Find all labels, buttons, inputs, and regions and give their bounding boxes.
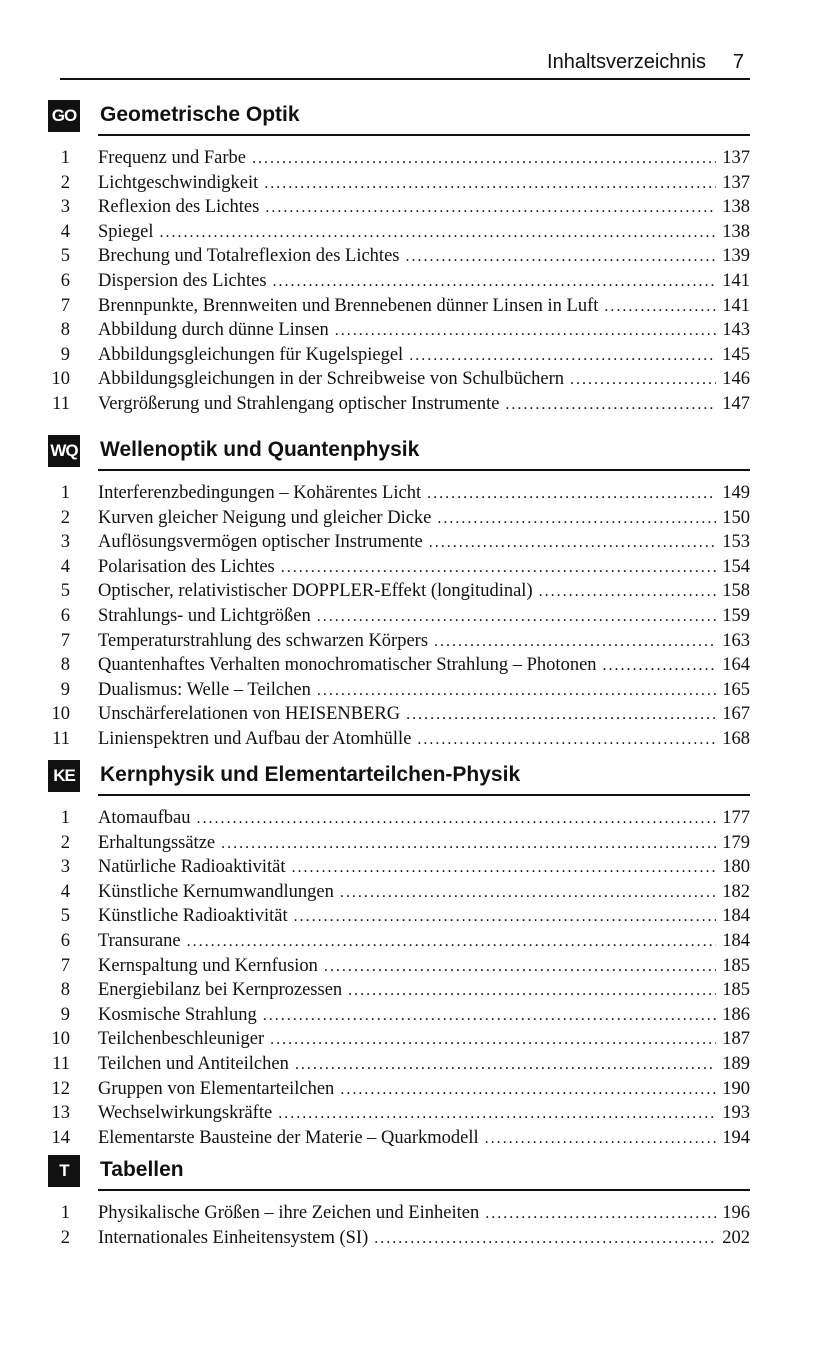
entry-number: 2 — [60, 172, 70, 193]
entry-title: Auflösungsvermögen optischer Instrumente — [98, 532, 423, 553]
leader-dots — [604, 295, 716, 319]
toc-entry[interactable] — [42, 1077, 750, 1102]
entry-number: 11 — [52, 728, 70, 749]
entry-title: Vergrößerung und Strahlengang optischer Instrumente — [98, 393, 500, 414]
section-header — [42, 760, 750, 800]
entry-title: Dispersion des Lichtes — [98, 270, 267, 291]
leader-dots — [252, 147, 716, 171]
toc-entry[interactable] — [42, 244, 750, 269]
entry-page: 196 — [722, 1203, 750, 1223]
leader-dots — [273, 270, 717, 294]
entry-title: Abbildung durch dünne Linsen — [98, 320, 329, 341]
entry-page: 146 — [722, 369, 750, 390]
leader-dots — [317, 605, 717, 629]
leader-dots — [429, 531, 717, 555]
entry-list — [42, 146, 750, 417]
entry-title: Gruppen von Elementarteilchen — [98, 1078, 335, 1099]
leader-dots — [335, 319, 717, 343]
section-header — [42, 1155, 750, 1195]
entry-title: Abbildungsgleichungen in der Schreibweise von Schulbüchern — [98, 369, 564, 390]
leader-dots — [221, 832, 716, 856]
entry-page: 179 — [722, 832, 750, 853]
entry-number: 2 — [60, 1227, 70, 1248]
entry-title: Teilchenbeschleuniger — [98, 1029, 265, 1050]
section-title: Tabellen — [100, 1158, 184, 1181]
entry-number: 7 — [60, 295, 70, 316]
toc-entry[interactable] — [42, 1003, 750, 1028]
leader-dots — [263, 1004, 716, 1028]
toc-entry[interactable] — [42, 954, 750, 979]
entry-page: 147 — [722, 393, 750, 414]
entry-number: 13 — [51, 1103, 70, 1124]
entry-number: 10 — [51, 369, 70, 390]
entry-title: Künstliche Radioaktivität — [98, 906, 288, 927]
entry-page: 184 — [722, 930, 750, 951]
entry-number: 5 — [60, 246, 70, 267]
entry-title: Energiebilanz bei Kernprozessen — [98, 980, 343, 1001]
entry-page: 149 — [722, 483, 750, 503]
running-head-title: Inhaltsverzeichnis — [547, 51, 706, 73]
toc-entry[interactable] — [42, 343, 750, 368]
entry-page: 143 — [722, 320, 750, 341]
entry-title: Abbildungsgleichungen für Kugelspiegel — [98, 344, 404, 365]
toc-entry[interactable] — [42, 1126, 750, 1151]
entry-page: 153 — [722, 532, 750, 553]
entry-number: 11 — [52, 393, 70, 414]
entry-number: 10 — [51, 704, 70, 725]
entry-title: Interferenzbedingungen – Kohärentes Licht — [98, 483, 422, 503]
entry-number: 5 — [60, 906, 70, 927]
leader-dots — [292, 856, 717, 880]
entry-number: 10 — [51, 1029, 70, 1050]
toc-entry[interactable] — [42, 806, 750, 831]
leader-dots — [405, 245, 716, 269]
entry-page: 165 — [722, 679, 750, 700]
entry-number: 1 — [60, 483, 70, 503]
entry-title: Frequenz und Farbe — [98, 148, 246, 168]
entry-page: 168 — [722, 728, 750, 749]
entry-number: 11 — [52, 1053, 70, 1074]
entry-page: 194 — [722, 1127, 750, 1148]
leader-dots — [409, 344, 716, 368]
entry-title: Spiegel — [98, 221, 154, 242]
leader-dots — [294, 905, 717, 929]
leader-dots — [417, 728, 716, 752]
toc-entry[interactable] — [42, 506, 750, 531]
entry-number: 14 — [51, 1127, 70, 1148]
section-rule — [98, 134, 750, 136]
section-rule — [98, 469, 750, 471]
entry-number: 8 — [60, 655, 70, 676]
toc-entry[interactable] — [42, 855, 750, 880]
toc-section — [42, 435, 750, 752]
entry-title: Unschärferelationen von HEISENBERG — [98, 704, 401, 725]
leader-dots — [570, 368, 716, 392]
toc-section — [42, 1155, 750, 1250]
entry-title: Brechung und Totalreflexion des Lichtes — [98, 246, 400, 267]
entry-title: Transurane — [98, 930, 181, 951]
entry-number: 5 — [60, 581, 70, 602]
entry-title: Polarisation des Lichtes — [98, 556, 275, 577]
toc-entry[interactable] — [42, 653, 750, 678]
entry-title: Künstliche Kernumwandlungen — [98, 881, 334, 902]
section-title: Geometrische Optik — [100, 103, 300, 126]
toc-entry[interactable] — [42, 1027, 750, 1052]
entry-page: 189 — [722, 1053, 750, 1074]
toc-entry[interactable] — [42, 1101, 750, 1126]
toc-entry[interactable] — [42, 929, 750, 954]
toc-entry[interactable] — [42, 880, 750, 905]
leader-dots — [485, 1202, 716, 1226]
entry-page: 145 — [722, 344, 750, 365]
entry-list — [42, 806, 750, 1150]
leader-dots — [427, 482, 716, 506]
entry-page: 184 — [722, 906, 750, 927]
leader-dots — [485, 1127, 717, 1151]
entry-number: 7 — [60, 955, 70, 976]
entry-page: 193 — [722, 1103, 750, 1124]
toc-entry[interactable] — [42, 678, 750, 703]
entry-title: Internationales Einheitensystem (SI) — [98, 1227, 369, 1248]
toc-entry[interactable] — [42, 604, 750, 629]
entry-number: 2 — [60, 507, 70, 528]
leader-dots — [281, 556, 717, 580]
entry-page: 187 — [722, 1029, 750, 1050]
entry-page: 137 — [722, 148, 750, 168]
entry-list — [42, 481, 750, 752]
leader-dots — [278, 1102, 716, 1126]
toc-entry[interactable] — [42, 555, 750, 580]
entry-title: Lichtgeschwindigkeit — [98, 172, 259, 193]
entry-page: 177 — [722, 808, 750, 828]
toc-entry[interactable] — [42, 727, 750, 752]
toc-entry[interactable] — [42, 1201, 750, 1226]
toc-entry[interactable] — [42, 146, 750, 171]
section-header — [42, 100, 750, 140]
leader-dots — [603, 654, 717, 678]
leader-dots — [340, 1078, 716, 1102]
entry-title: Strahlungs- und Lichtgrößen — [98, 605, 311, 626]
entry-title: Natürliche Radioaktivität — [98, 857, 286, 878]
page-header — [60, 50, 750, 80]
entry-page: 180 — [722, 857, 750, 878]
entry-page: 190 — [722, 1078, 750, 1099]
entry-page: 164 — [722, 655, 750, 676]
entry-page: 167 — [722, 704, 750, 725]
entry-page: 137 — [722, 172, 750, 193]
entry-number: 3 — [60, 857, 70, 878]
entry-title: Elementarste Bausteine der Materie – Quarkmodell — [98, 1127, 479, 1148]
toc-section — [42, 100, 750, 417]
entry-page: 139 — [722, 246, 750, 267]
entry-page: 186 — [722, 1004, 750, 1025]
entry-page: 202 — [722, 1227, 750, 1248]
section-badge: KE — [48, 760, 80, 792]
entry-number: 1 — [60, 1203, 70, 1223]
section-rule — [98, 1189, 750, 1191]
leader-dots — [348, 979, 716, 1003]
toc-entry[interactable] — [42, 629, 750, 654]
entry-number: 12 — [51, 1078, 70, 1099]
leader-dots — [160, 221, 717, 245]
toc-entry[interactable] — [42, 904, 750, 929]
entry-page: 150 — [722, 507, 750, 528]
leader-dots — [539, 580, 717, 604]
entry-number: 3 — [60, 532, 70, 553]
entry-list — [42, 1201, 750, 1250]
entry-number: 3 — [60, 197, 70, 218]
entry-title: Physikalische Größen – ihre Zeichen und Einheiten — [98, 1203, 480, 1223]
toc-entry[interactable] — [42, 978, 750, 1003]
entry-title: Teilchen und Antiteilchen — [98, 1053, 289, 1074]
leader-dots — [340, 881, 716, 905]
entry-number: 9 — [60, 679, 70, 700]
section-badge: GO — [48, 100, 80, 132]
entry-page: 159 — [722, 605, 750, 626]
toc-entry[interactable] — [42, 392, 750, 417]
leader-dots — [317, 679, 716, 703]
leader-dots — [270, 1028, 716, 1052]
toc-entry[interactable] — [42, 318, 750, 343]
entry-number: 4 — [60, 556, 70, 577]
leader-dots — [505, 393, 716, 417]
entry-title: Dualismus: Welle – Teilchen — [98, 679, 311, 700]
toc-entry[interactable] — [42, 1226, 750, 1251]
entry-title: Optischer, relativistischer DOPPLER-Effekt (longitudinal) — [98, 581, 533, 602]
toc-entry[interactable] — [42, 579, 750, 604]
entry-number: 8 — [60, 320, 70, 341]
entry-number: 9 — [60, 1004, 70, 1025]
entry-number: 1 — [60, 808, 70, 828]
leader-dots — [264, 172, 716, 196]
entry-title: Linienspektren und Aufbau der Atomhülle — [98, 728, 412, 749]
entry-title: Kernspaltung und Kernfusion — [98, 955, 318, 976]
entry-title: Kurven gleicher Neigung und gleicher Dicke — [98, 507, 432, 528]
entry-page: 141 — [722, 295, 750, 316]
entry-page: 138 — [722, 221, 750, 242]
entry-number: 4 — [60, 881, 70, 902]
toc-entry[interactable] — [42, 269, 750, 294]
entry-title: Quantenhaftes Verhalten monochromatischer Strahlung – Photonen — [98, 655, 597, 676]
leader-dots — [324, 955, 716, 979]
leader-dots — [196, 807, 716, 831]
toc-entry[interactable] — [42, 702, 750, 727]
entry-title: Reflexion des Lichtes — [98, 197, 260, 218]
entry-number: 1 — [60, 148, 70, 168]
toc-entry[interactable] — [42, 294, 750, 319]
entry-title: Kosmische Strahlung — [98, 1004, 257, 1025]
section-rule — [98, 794, 750, 796]
entry-page: 185 — [722, 955, 750, 976]
toc-entry[interactable] — [42, 1052, 750, 1077]
entry-page: 163 — [722, 630, 750, 651]
leader-dots — [187, 930, 717, 954]
entry-title: Erhaltungssätze — [98, 832, 216, 853]
entry-number: 2 — [60, 832, 70, 853]
leader-dots — [437, 507, 716, 531]
toc-entry[interactable] — [42, 171, 750, 196]
entry-title: Atomaufbau — [98, 808, 191, 828]
leader-dots — [374, 1227, 716, 1251]
entry-page: 138 — [722, 197, 750, 218]
entry-number: 4 — [60, 221, 70, 242]
entry-number: 6 — [60, 930, 70, 951]
toc-entry[interactable] — [42, 481, 750, 506]
toc-section — [42, 760, 750, 1150]
leader-dots — [265, 196, 716, 220]
toc-entry[interactable] — [42, 530, 750, 555]
entry-page: 158 — [722, 581, 750, 602]
entry-number: 6 — [60, 270, 70, 291]
entry-page: 185 — [722, 980, 750, 1001]
entry-title: Brennpunkte, Brennweiten und Brennebenen dünner Linsen in Luft — [98, 295, 599, 316]
entry-page: 182 — [722, 881, 750, 902]
leader-dots — [295, 1053, 716, 1077]
entry-page: 141 — [722, 270, 750, 291]
section-badge: WQ — [48, 435, 80, 467]
leader-dots — [434, 630, 716, 654]
toc-entry[interactable] — [42, 195, 750, 220]
section-title: Kernphysik und Elementarteilchen-Physik — [100, 763, 521, 786]
entry-number: 9 — [60, 344, 70, 365]
section-title: Wellenoptik und Quantenphysik — [100, 438, 420, 461]
page-number: 7 — [732, 51, 744, 73]
entry-number: 8 — [60, 980, 70, 1001]
section-badge: T — [48, 1155, 80, 1187]
toc-entry[interactable] — [42, 367, 750, 392]
entry-title: Wechselwirkungskräfte — [98, 1103, 273, 1124]
toc-entry[interactable] — [42, 220, 750, 245]
entry-number: 6 — [60, 605, 70, 626]
toc-entry[interactable] — [42, 831, 750, 856]
entry-title: Temperaturstrahlung des schwarzen Körpers — [98, 630, 429, 651]
entry-number: 7 — [60, 630, 70, 651]
section-header — [42, 435, 750, 475]
entry-page: 154 — [722, 556, 750, 577]
leader-dots — [406, 703, 716, 727]
